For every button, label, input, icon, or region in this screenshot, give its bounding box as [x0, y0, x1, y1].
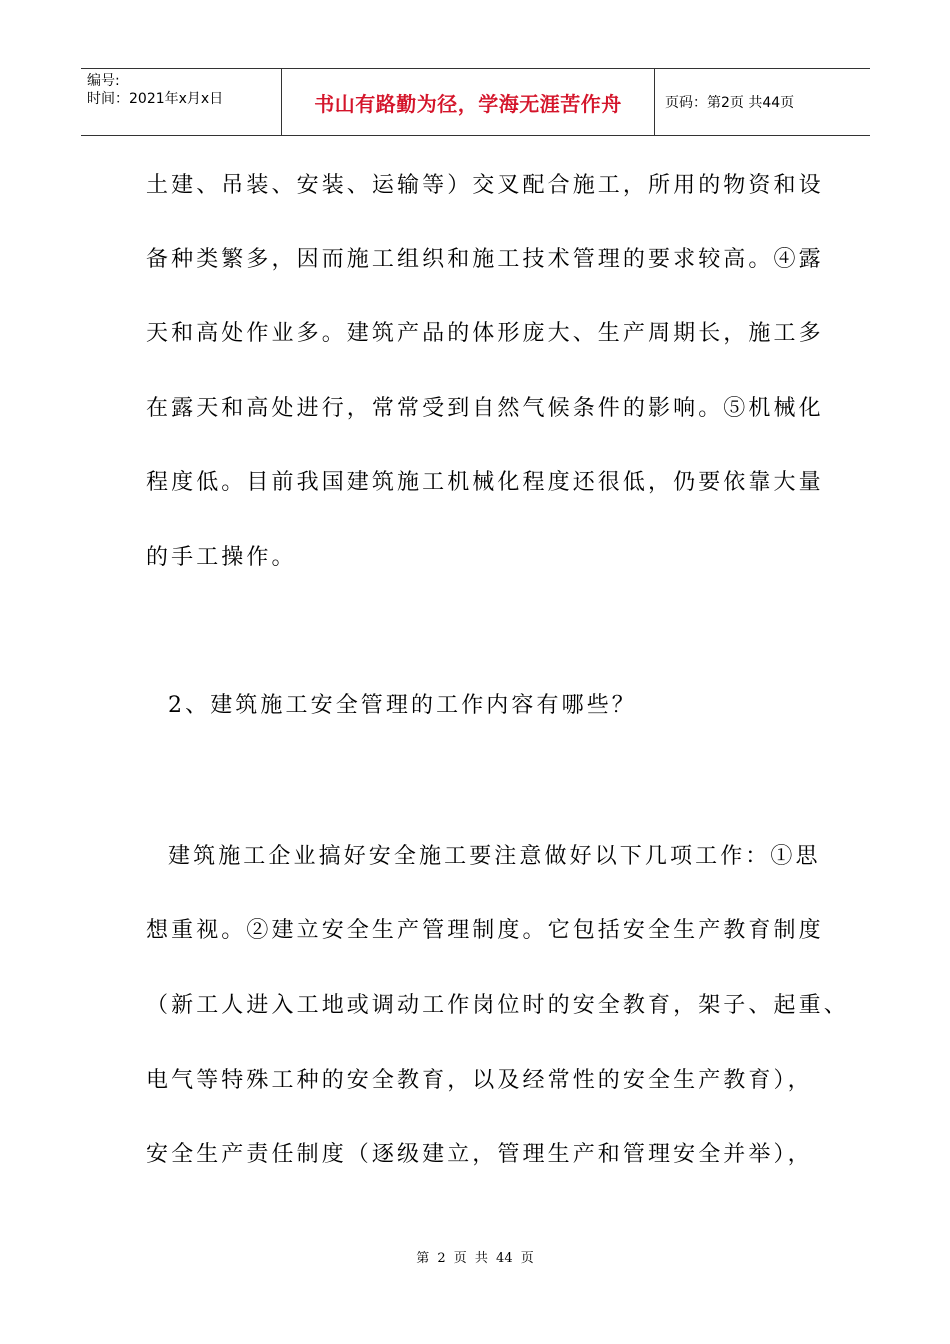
body-line: 电气等特殊工种的安全教育，以及经常性的安全生产教育），	[146, 1068, 813, 1093]
footer-page-number: 第 2 页 共 44 页	[416, 1251, 534, 1266]
serial-label: 编号:	[87, 73, 120, 89]
body-line: 想重视。②建立安全生产管理制度。它包括安全生产教育制度	[146, 918, 824, 943]
page-info-text: 页码：第2页 共44页	[665, 95, 795, 111]
page-footer	[0, 1247, 950, 1266]
body-line: 在露天和高处进行，常常受到自然气候条件的影响。⑤机械化	[146, 396, 824, 421]
motto-text: 书山有路勤为径，学海无涯苦作舟	[314, 91, 622, 116]
date-label: 时间：2021年x月x日	[87, 91, 224, 107]
body-line: 天和高处作业多。建筑产品的体形庞大、生产周期长，施工多	[146, 321, 824, 346]
page-header	[81, 68, 870, 136]
section-heading: 2、建筑施工安全管理的工作内容有哪些？	[168, 693, 637, 718]
body-line: 建筑施工企业搞好安全施工要注意做好以下几项工作：①思	[168, 844, 821, 869]
header-page-info	[655, 69, 870, 135]
body-line: 的手工操作。	[146, 545, 297, 570]
body-line: 程度低。目前我国建筑施工机械化程度还很低，仍要依靠大量	[146, 470, 824, 495]
body-line: 安全生产责任制度（逐级建立，管理生产和管理安全并举），	[146, 1142, 813, 1167]
body-line: 备种类繁多，因而施工组织和施工技术管理的要求较高。④露	[146, 247, 824, 272]
body-line: （新工人进入工地或调动工作岗位时的安全教育，架子、起重、	[146, 993, 849, 1018]
header-motto	[282, 69, 655, 135]
body-line: 土建、吊装、安装、运输等）交叉配合施工，所用的物资和设	[146, 173, 824, 198]
header-meta	[81, 69, 282, 135]
